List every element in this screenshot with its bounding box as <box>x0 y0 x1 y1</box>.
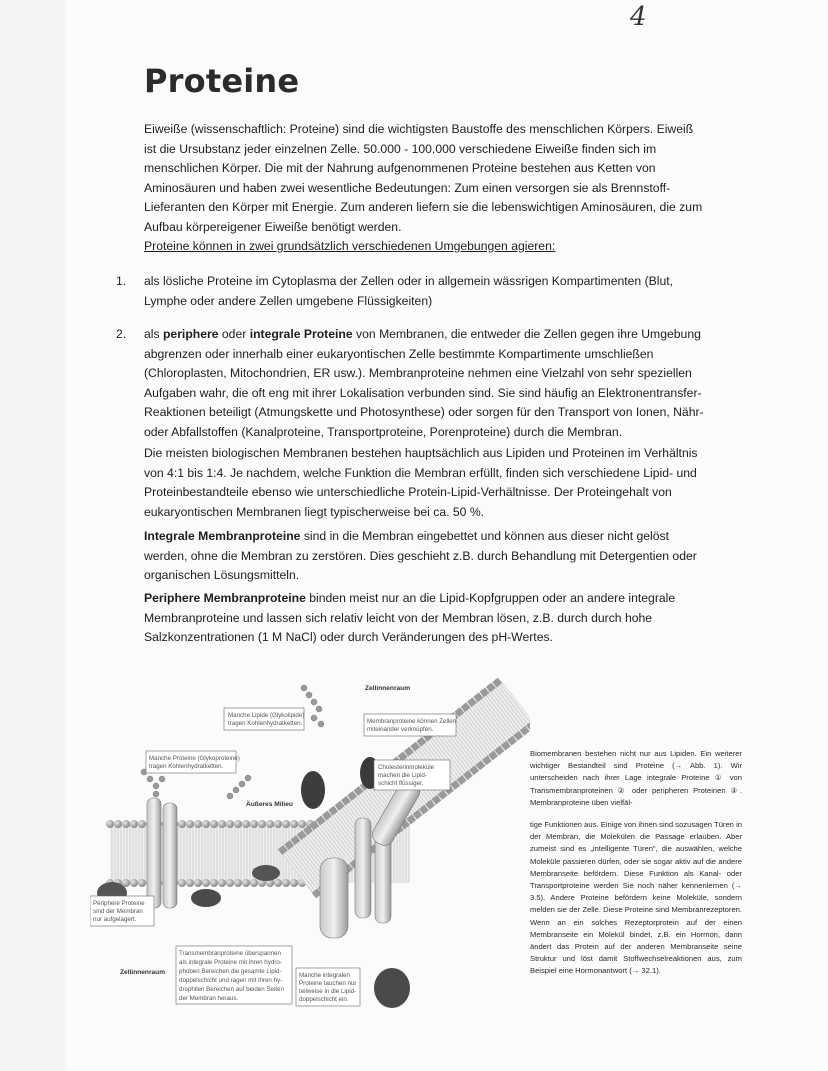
annotation-connect <box>364 714 457 736</box>
peripheral-term: Periphere Membranproteine <box>144 591 306 605</box>
list-item <box>116 272 706 311</box>
annotation-peripheral <box>90 896 154 926</box>
annotation-line: als integrale Proteine mit ihren hydro- <box>179 959 282 966</box>
annotation-glycoprotein <box>146 751 240 773</box>
page-number: 4 <box>630 2 647 32</box>
annotation-line: tragen Kohlenhydratketten. <box>149 763 224 770</box>
annotation-line: nur aufgelagert. <box>93 916 137 923</box>
label-outer-milieu: Äußeres Milieu <box>246 801 293 808</box>
annotation-line: schicht flüssiger. <box>378 780 424 787</box>
list-text-part: als <box>144 327 163 341</box>
label-zellinnenraum-bottom: Zellinnenraum <box>120 969 166 976</box>
annotation-glycolipid <box>224 708 304 730</box>
label-zellinnenraum-top <box>365 685 410 692</box>
intro-text: Eiweiße (wissenschaftlich: Proteine) sind die wichtigsten Baustoffe des menschlichen Körpers. Eiweiß ist die Ursubstanz jeder einzelnen Zelle. 50.000 - 100.000 verschiedene Eiweiße finden sich im menschlichen Körper. Die mit der Nahrung aufgenommenen Proteine bestehen aus Ketten von Aminosäuren und haben zwei wesentliche Bedeutungen: Zum einen versorgen sie als Brennstoff-Lieferanten den Körper mit Energie. Zum anderen liefern sie die lebenswichtigen Aminosäuren, die zum Aufbau körpereigener Eiweiße benötigt werden. <box>144 122 703 234</box>
list-text-part: oder <box>218 327 250 341</box>
carbohydrate-chains <box>141 685 324 799</box>
annotation-line: teilweise in die Lipid- <box>299 988 357 995</box>
annotation-line: doppelschicht und ragen mit ihren hy- <box>179 977 283 984</box>
annotation-line: Cholesterinmoleküle <box>378 764 435 771</box>
term-integrale: integrale Proteine <box>249 327 353 341</box>
annotation-line: tragen Kohlenhydratketten. <box>228 720 303 727</box>
annotation-line: Periphere Proteine <box>93 900 145 907</box>
annotation-integral <box>296 968 360 1006</box>
peripheral-paragraph <box>144 589 700 648</box>
label-text: Zellinnenraum <box>365 685 411 692</box>
annotation-cholesterol <box>374 760 450 790</box>
page-title: Proteine <box>144 62 300 100</box>
figure-caption <box>530 748 742 988</box>
term-periphere: periphere <box>162 327 219 341</box>
membrane-text: Die meisten biologischen Membranen bestehen hauptsächlich aus Lipiden und Proteinen im Verhältnis von 4:1 bis 1:4. Je nachdem, welche Funktion die Membran erfüllt, finden sich verschiedene Lipid- und Proteinbestandteile ebenso wie unterschiedliche Protein-Lipid-Verhältnisse. Der Proteingehalt von eukaryontischen Membranen liegt typischerweise bei ca. 50 %. <box>144 446 698 519</box>
annotation-line: Membranproteine können Zellen <box>367 718 457 725</box>
list-text <box>144 325 706 442</box>
annotation-line: phoben Bereichen die gesamte Lipid- <box>179 968 282 975</box>
list-item <box>116 325 706 442</box>
annotation-line: der Membran heraus. <box>179 995 239 1002</box>
integral-text: sind in die Membran eingebettet und können aus dieser nicht gelöst werden, ohne die Membran zu zerstören. Dies geschieht z.B. durch Behandlung mit Detergentien oder organischen Lösungsmitteln. <box>144 529 697 582</box>
list-text-part: von Membranen, die entweder die Zellen gegen ihre Umgebung abgrenzen oder innerhalb einer eukaryontischen Zelle bestimmte Kompartimente umschließen (Chloroplasten, Mitochondrien, ER usw.). Membranproteine nehmen eine Vielzahl von sehr speziellen Aufgaben wahr, die oft eng mit ihrer Lokalisation verbunden sind. Sie sind häufig an Elektronentransfer-Reaktionen beteiligt (Atmungskette und Photosynthese) oder sorgen für den Transport von Ionen, Nähr- oder Abfallstoffen (Kanalproteine, Transportproteine, Porenproteine) durch die Membran. <box>144 327 704 439</box>
intro-underlined: Proteine können in zwei grundsätzlich verschiedenen Umgebungen agieren: <box>144 239 556 253</box>
environment-list <box>116 272 706 456</box>
peripheral-text: binden meist nur an die Lipid-Kopfgruppen oder an andere integrale Membranproteine und lassen sich relativ leicht von der Membran lösen, z.B. durch durch hohe Salzkonzentrationen (1 M NaCl) oder durch Veränderungen des pH-Wertes. <box>144 591 676 644</box>
annotation-line: Proteine tauchen nur <box>299 980 357 987</box>
intro-paragraph <box>144 120 704 257</box>
integral-paragraph <box>144 527 700 586</box>
annotation-line: sind der Membran <box>93 908 143 915</box>
list-number: 1. <box>116 274 127 288</box>
annotation-transmembrane <box>176 946 292 1004</box>
annotation-line: machen die Lipid- <box>378 772 427 779</box>
annotation-line: Manche Proteine (Glykoproteine) <box>149 755 240 762</box>
caption-paragraph: tige Funktionen aus. Einige von ihnen sind sozusagen Türen in der Membran, die Molekülen die Passage erlauben. Aber zumeist sind es „intelligente Türen“, die auswählen, welche Moleküle passieren dürfen, oder sie sogar aktiv auf die andere Membranseite befördern. Diese Funktion als Kanal- oder Transportproteine werden Sie noch näher kennenlernen (→ 3.5). Andere Proteine befördern keine Moleküle, sondern melden sie der Zelle. Diese Proteine sind Membranrezeptoren. Wenn an ein solches Rezeptorprotein auf der einen Membranseite ein Molekül bindet, z.B. ein Hormon, dann ändert das Protein auf der anderen Membranseite seine Struktur und löst damit Stoffwechselreaktionen aus, zum Beispiel eine Hormonantwort (→ 32.1). <box>530 820 742 976</box>
membrane-paragraph <box>144 444 700 522</box>
annotation-line: Manche Lipide (Glykolipide) <box>228 712 305 719</box>
annotation-line: miteinander verknüpfen. <box>367 726 434 733</box>
membrane-illustration <box>90 678 530 1008</box>
list-text: als lösliche Proteine im Cytoplasma der Zellen oder in allgemein wässrigen Kompartimenten (Blut, Lymphe oder andere Zellen umgebene Flüssigkeiten) <box>144 274 674 308</box>
annotation-line: drophilen Bereichen auf beiden Seiten <box>179 986 284 993</box>
annotation-line: doppelschicht ein. <box>299 996 349 1003</box>
caption-paragraph: Biomembranen bestehen nicht nur aus Lipiden. Ein weiterer wichtiger Bestandteil sind Proteine (→ Abb. 1). Wir unterscheiden nach ihrer Lage integrale Proteine ① von Transmembranproteinen ② oder peripheren Proteinen ③. Membranproteine üben vielfäl- <box>530 749 742 807</box>
annotation-line: Manche integralen <box>299 972 350 979</box>
integral-term: Integrale Membranproteine <box>144 529 301 543</box>
list-number: 2. <box>116 327 127 341</box>
annotation-line: Transmembranproteine überspannen <box>179 950 281 957</box>
